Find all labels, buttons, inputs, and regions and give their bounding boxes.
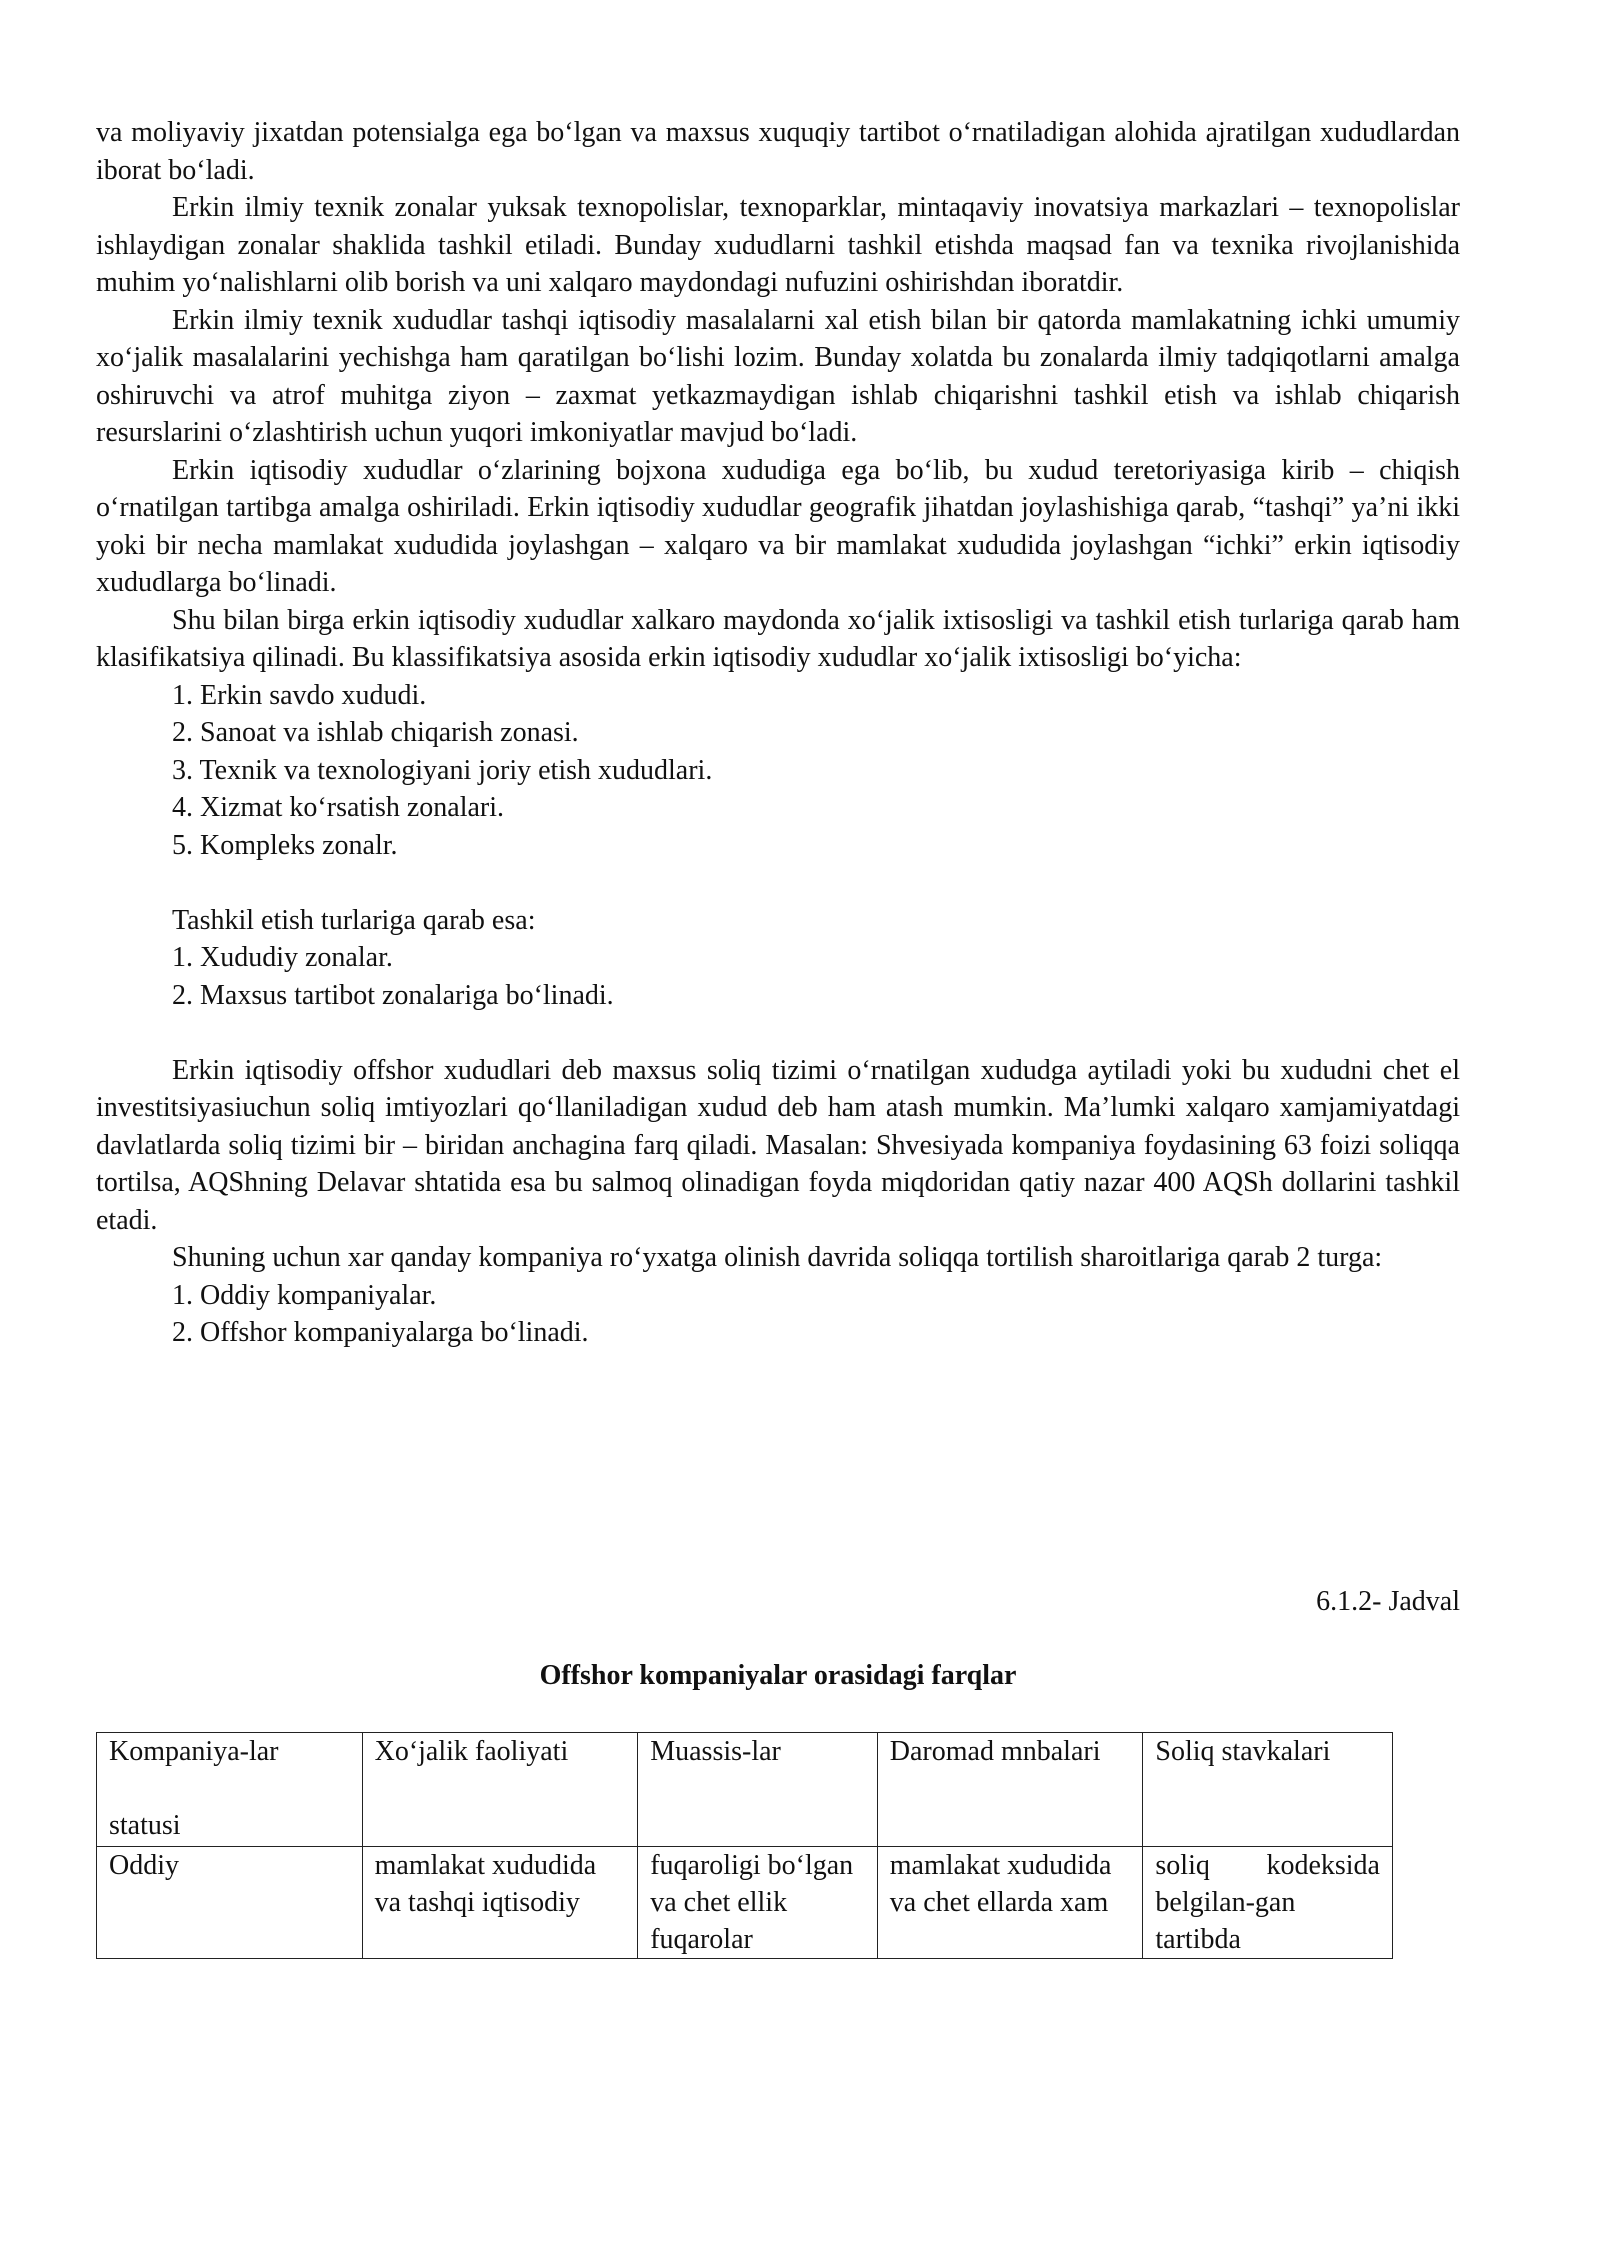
table-header-cell: Xo‘jalik faoliyati	[362, 1732, 638, 1846]
table-header-cell: Muassis-lar	[638, 1732, 878, 1846]
list-item: 2. Offshor kompaniyalarga bo‘linadi.	[172, 1317, 589, 1348]
list-item: 1. Xududiy zonalar.	[172, 942, 393, 973]
list-item: 3. Texnik va texnologiyani joriy etish xududlari.	[172, 754, 713, 786]
table-header-cell	[97, 1732, 363, 1846]
table-header-row	[97, 1732, 1393, 1846]
comparison-table	[96, 1732, 1393, 1959]
paragraph: va moliyaviy jixatdan potensialga ega bo‘lgan va maxsus xuquqiy tartibot o‘rnatiladigan alohida ajratilgan xududlardan iborat bo‘ladi.	[96, 117, 1460, 186]
list-item: 1. Oddiy kompaniyalar.	[172, 1279, 437, 1311]
table-cell: soliq kodeksida belgilan-gan tartibda	[1143, 1846, 1393, 1958]
header-label: statusi	[109, 1809, 181, 1841]
paragraph: Erkin ilmiy texnik zonalar yuksak texnopolislar, texnoparklar, mintaqaviy inovatsiya markazlari – texnopolislar ishlaydigan zonalar shaklida tashkil etiladi. Bunday xududlarni tashkil etishda maqsad fan va texnika rivojlanishida muhim yo‘nalishlarni olib borish va uni xalqaro maydondagi nufuzini oshirishdan iboratdir.	[96, 192, 1460, 298]
paragraph: Shu bilan birga erkin iqtisodiy xududlar xalkaro maydonda xo‘jalik ixtisosligi va tashkil etish turlariga qarab ham klasifikatsiya qilinadi. Bu klassifikatsiya asosida erkin iqtisodiy xududlar xo‘jalik ixtisosligi bo‘yicha:	[96, 604, 1460, 673]
header-label: Kompaniya-lar	[109, 1735, 279, 1767]
paragraph: Shuning uchun xar qanday kompaniya ro‘yxatga olinish davrida soliqqa tortilish sharoitlariga qarab 2 turga:	[172, 1242, 1383, 1273]
list-item: 2. Sanoat va ishlab chiqarish zonasi.	[172, 717, 579, 748]
table-cell: Oddiy	[97, 1846, 363, 1958]
paragraph: Erkin iqtisodiy offshor xududlari deb maxsus soliq tizimi o‘rnatilgan xududga aytiladi yoki bu xududni chet el investitsiyasiuchun soliq imtiyozlari qo‘llaniladigan xudud deb ham atash mumkin. Ma’lumki xalqaro xamjamiyatdagi davlatlarda soliq tizimi bir – biridan anchagina farq qiladi. Masalan: Shvesiyada kompaniya foydasining 63 foizi soliqqa tortilsa, AQShning Delavar shtatida esa bu salmoq olinadigan foyda miqdoridan qatiy nazar 400 AQSh dollarini tashkil etadi.	[96, 1054, 1460, 1236]
organization-list	[96, 939, 1460, 1014]
specialization-list	[96, 677, 1460, 865]
spacer	[96, 864, 1460, 902]
table-title: Offshor kompaniyalar orasidagi farqlar	[539, 1660, 1017, 1691]
spacer	[96, 1014, 1460, 1052]
list-item: 5. Kompleks zonalr.	[172, 829, 398, 861]
paragraph: Erkin iqtisodiy xududlar o‘zlarining bojxona xududiga ega bo‘lib, bu xudud teretoriyasiga kirib – chiqish o‘rnatilgan tartibga amalga oshiriladi. Erkin iqtisodiy xududlar geografik jihatdan joylashishiga qarab, “tashqi” ya’ni ikki yoki bir necha mamlakat xududida joylashgan – xalqaro va bir mamlakat xududida joylashgan “ichki” erkin iqtisodiy xududlarga bo‘linadi.	[96, 454, 1460, 598]
paragraph: Erkin ilmiy texnik xududlar tashqi iqtisodiy masalalarni xal etish bilan bir qatorda mamlakatning ichki umumiy xo‘jalik masalalarini yechishga ham qaratilgan bo‘lishi lozim. Bunday xolatda bu zonalarda ilmiy tadqiqotlarni amalga oshiruvchi va atrof muhitga ziyon – zaxmat yetkazmaydigan ishlab chiqarishni tashkil etish va ishlab chiqarish resurslarini o‘zlashtirish uchun yuqori imkoniyatlar mavjud bo‘ladi.	[96, 304, 1460, 448]
table-row	[97, 1846, 1393, 1958]
list-item: 4. Xizmat ko‘rsatish zonalari.	[172, 792, 505, 823]
table-header-cell: Soliq stavkalari	[1143, 1732, 1393, 1846]
table-header-cell: Daromad mnbalari	[877, 1732, 1143, 1846]
table-cell: fuqaroligi bo‘lgan va chet ellik fuqarolar	[638, 1846, 878, 1958]
list-item: 1. Erkin savdo xududi.	[172, 679, 427, 711]
table-cell: mamlakat xududida va tashqi iqtisodiy	[362, 1846, 638, 1958]
table-cell: mamlakat xududida va chet ellarda xam	[877, 1846, 1143, 1958]
list-item: 2. Maxsus tartibot zonalariga bo‘linadi.	[172, 979, 614, 1011]
table-caption: 6.1.2- Jadval	[1316, 1585, 1460, 1617]
paragraph: Tashkil etish turlariga qarab esa:	[172, 904, 536, 936]
company-types-list	[96, 1277, 1460, 1352]
